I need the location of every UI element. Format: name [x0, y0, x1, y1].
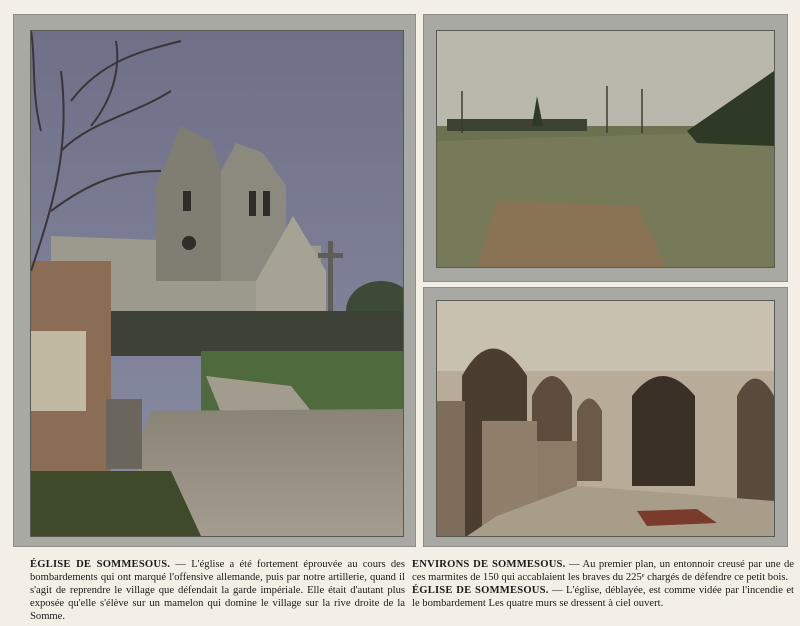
photo-field-crater [436, 30, 775, 268]
photo-church-exterior [30, 30, 404, 537]
caption-church-interior [412, 584, 794, 610]
caption-title: ENVIRONS DE SOMMESOUS. [412, 559, 566, 570]
caption-environs [412, 558, 794, 584]
photo-church-interior [436, 300, 775, 537]
caption-right-block [412, 558, 794, 610]
caption-church-exterior [30, 558, 405, 623]
caption-text: — Au premier plan, un entonnoir creusé par une de ces marmites de 150 qui accablaient les braves du 225ᵉ chargés de défendre ce petit bois. [412, 559, 795, 583]
caption-title: ÉGLISE DE SOMMESOUS. [30, 559, 171, 570]
caption-title: ÉGLISE DE SOMMESOUS. [412, 585, 549, 596]
caption-text: — L'église a été fortement éprouvée au cours des bombardements qui ont marqué l'offensive allemande, puis par notre artillerie, quand il s'agit de reprendre le village que défendait la garde impériale. Elle était d'autant plus exposée qu'elle s'élève sur un mamelon qui domine le village sur la rive droite de la Somme. [30, 559, 406, 622]
caption-text: — L'église, déblayée, est comme vidée par l'incendie et le bombardement Les quatre murs se dressent à ciel ouvert. [412, 585, 794, 609]
